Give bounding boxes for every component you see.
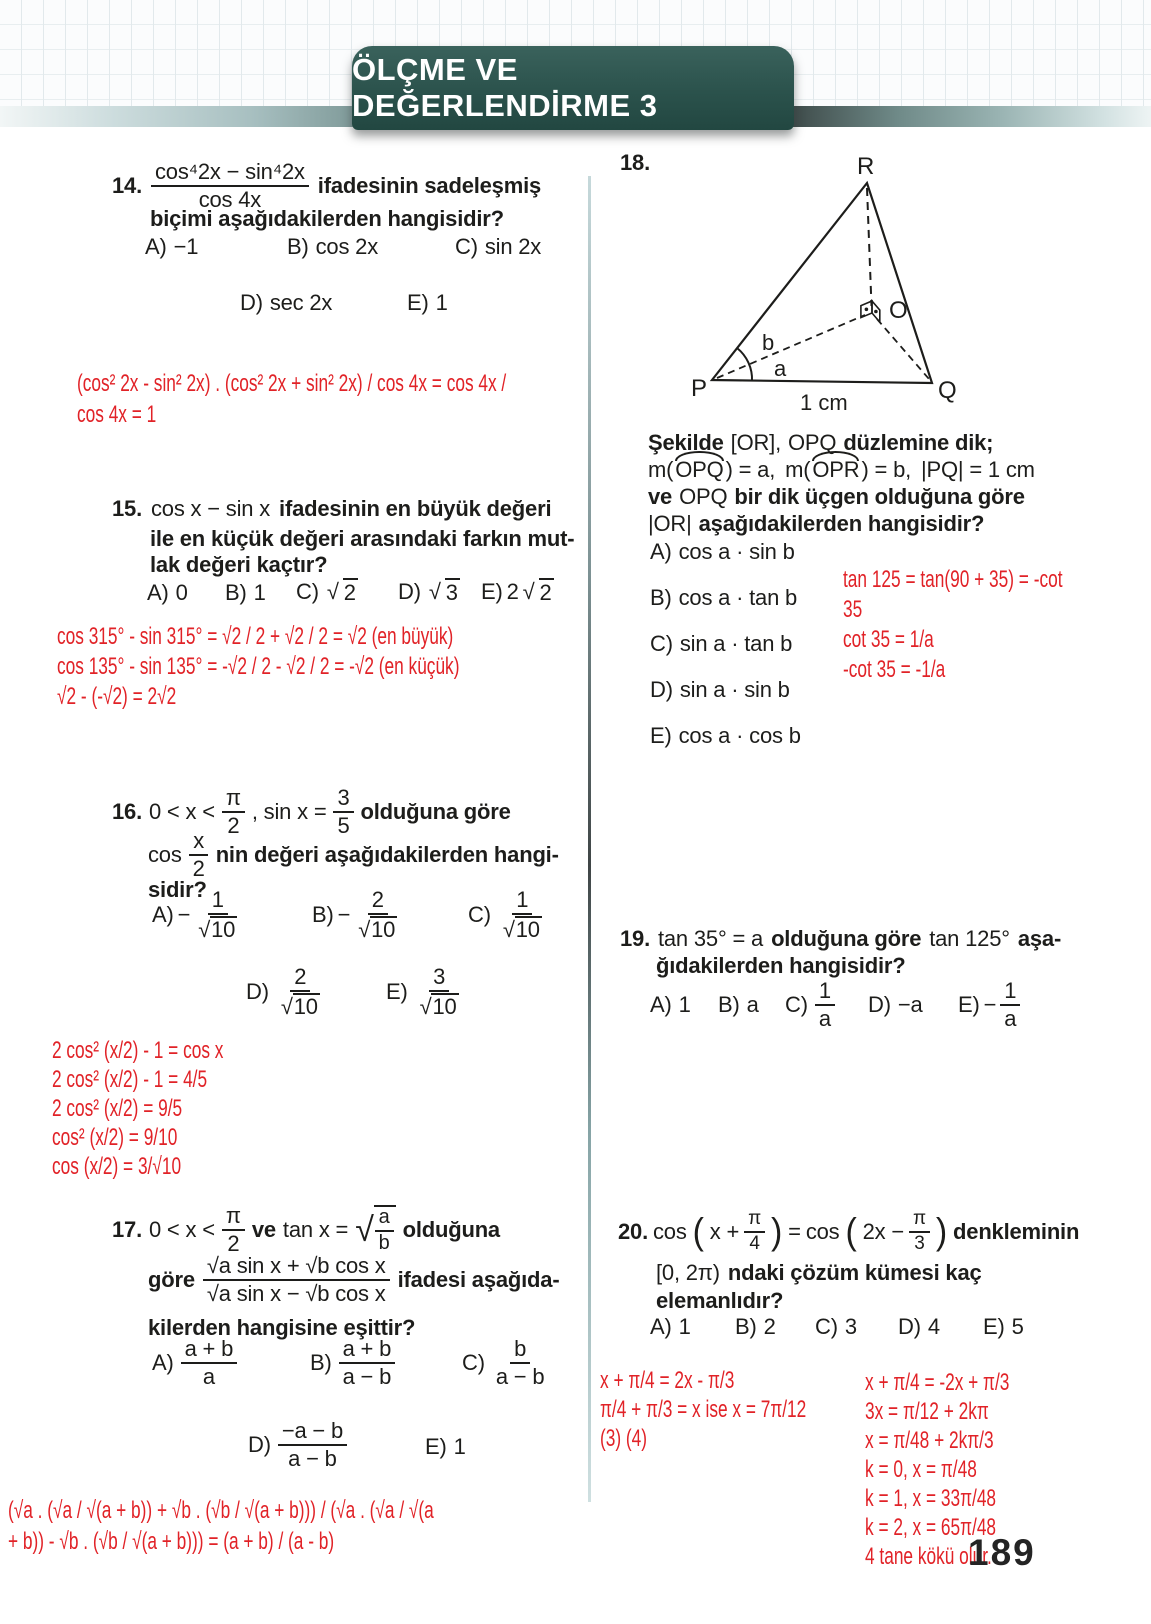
ve-text: ve <box>251 1217 276 1242</box>
option-label: C) <box>468 901 491 927</box>
stem-math: |PQ| = 1 cm <box>921 457 1035 482</box>
option-label: C) <box>455 234 478 259</box>
stem-word: aşa- <box>1017 926 1062 951</box>
q17-option-a <box>152 1337 237 1389</box>
fraction-numerator: cos⁴2x − sin⁴2x <box>151 160 309 187</box>
option-value: 1 <box>678 1314 691 1339</box>
fraction-numerator: a <box>375 1207 394 1232</box>
solution-line: cos 315° - sin 315° = √2 / 2 + √2 / 2 = √2 (en büyük) <box>57 623 454 650</box>
fraction-denominator: 2 <box>227 1231 240 1256</box>
right-angle-dot <box>874 310 878 314</box>
option-label: B) <box>650 585 672 610</box>
option-value: cos a · cos b <box>678 723 801 748</box>
q20-option-d <box>898 1314 940 1340</box>
option-value: 1 <box>253 580 266 605</box>
point-label-o: O <box>889 297 908 324</box>
option-label: E) <box>407 290 429 315</box>
option-label: A) <box>650 1314 672 1339</box>
q17-stem-text-2: ifadesi aşağıda- <box>397 1267 560 1292</box>
fraction-numerator: a + b <box>339 1337 396 1364</box>
q14-fraction <box>151 160 309 212</box>
q15-expression: cos x − sin x <box>150 496 271 521</box>
q18-stem-line-2 <box>648 457 1035 483</box>
fraction-denominator: √a sin x − √b cos x <box>206 1281 386 1306</box>
q16-condition-2: , sin x = <box>251 799 327 824</box>
left-paren: ( <box>692 1210 704 1252</box>
fraction-denominator: 5 <box>337 813 350 838</box>
option-value: 1 <box>453 1434 466 1459</box>
stem-word: bir dik üçgen olduğuna göre <box>734 484 1025 509</box>
option-label: B) <box>312 901 334 927</box>
fraction-denominator <box>416 992 463 1019</box>
option-label: B) <box>718 992 740 1017</box>
option-label: C) <box>785 991 808 1017</box>
fraction-numerator: 2 <box>290 965 310 992</box>
q16-stem-line-2 <box>148 827 559 883</box>
fraction-denominator <box>354 915 401 942</box>
fraction-numerator: π <box>222 786 245 813</box>
fraction-denominator: b <box>378 1232 390 1254</box>
solution-line: x + π/4 = 2x - π/3 <box>600 1367 735 1394</box>
stem-word: ve <box>648 484 673 509</box>
option-label: C) <box>296 579 319 604</box>
option-label: B) <box>287 234 309 259</box>
q16-option-d <box>246 965 324 1019</box>
fraction-numerator: −a − b <box>278 1419 347 1446</box>
q18-option-c <box>650 631 792 657</box>
stem-math: tan 125° <box>929 926 1010 951</box>
option-label: B) <box>225 580 247 605</box>
fraction-numerator: √a sin x + √b cos x <box>203 1254 390 1281</box>
q16-option-e <box>386 965 463 1019</box>
fraction-numerator: π <box>744 1209 765 1233</box>
solution-line: 4 tane kökü olur. <box>865 1543 992 1570</box>
pi-over-3-fraction <box>909 1209 930 1254</box>
q18-triangle-figure <box>655 148 985 413</box>
stem-math: tan 35° = a <box>657 926 764 951</box>
option-value: 0 <box>175 580 188 605</box>
q15-solution <box>57 622 616 712</box>
solution-line: cos (x/2) = 3/√10 <box>52 1153 182 1180</box>
sqrt-icon: √ <box>326 579 339 604</box>
section-header <box>352 46 794 130</box>
q18-option-d <box>650 677 790 703</box>
solution-line: k = 2, x = 65π/48 <box>865 1514 997 1541</box>
option-label: E) <box>386 978 408 1004</box>
right-paren: ) <box>771 1210 783 1252</box>
option-value: 3 <box>844 1314 857 1339</box>
tanx-equals: tan x = <box>282 1217 349 1242</box>
q14-number: 14. <box>112 173 142 198</box>
option-value: −a <box>897 992 923 1017</box>
q16-option-c <box>468 888 546 942</box>
fraction-numerator: π <box>909 1209 930 1233</box>
q19-note-annotation <box>843 565 1148 685</box>
q15-option-e <box>481 578 554 606</box>
option-value: cos 2x <box>315 234 378 259</box>
angle-arc-opq: OPQ <box>675 457 724 482</box>
fraction-numerator: 1 <box>512 888 532 915</box>
solution-line: 2 cos² (x/2) - 1 = cos x <box>52 1037 224 1064</box>
option-sign: − <box>177 901 191 927</box>
option-label: D) <box>398 579 421 604</box>
option-label: E) <box>650 723 672 748</box>
option-label: C) <box>815 1314 838 1339</box>
triangle-pqr <box>712 183 932 383</box>
q16-condition: 0 < x < <box>148 799 215 824</box>
fraction-denominator: a − b <box>342 1363 392 1389</box>
sqrt-icon: √ <box>198 916 211 942</box>
solution-line: 2 cos² (x/2) = 9/5 <box>52 1095 183 1122</box>
gore-text: göre <box>148 1267 195 1292</box>
q15-stem-line-2: ile en küçük değeri arasındaki farkın mut- <box>150 526 575 551</box>
q18-stem-line-3 <box>648 484 1025 510</box>
stem-math: m( <box>785 457 811 482</box>
radicand: 2 <box>539 580 552 605</box>
section-title: ÖLÇME VE DEĞERLENDİRME 3 <box>352 52 658 123</box>
stem-word: ndaki çözüm kümesi kaç <box>727 1260 982 1285</box>
q18-option-b <box>650 585 797 611</box>
solution-line: (cos² 2x - sin² 2x) . (cos² 2x + sin² 2x) / cos 4x = cos 4x / <box>77 370 507 397</box>
cos-text: cos <box>805 1219 840 1244</box>
q19-option-d <box>868 992 923 1018</box>
q15-stem-line-3: lak değeri kaçtır? <box>150 552 328 577</box>
radicand: 10 <box>432 993 457 1019</box>
option-value: cos a · sin b <box>678 539 795 564</box>
equals-sign: = <box>788 1219 801 1244</box>
fraction-denominator <box>194 915 241 942</box>
q15-option-b <box>225 580 266 606</box>
fraction-numerator: a + b <box>181 1337 238 1364</box>
option-value: 1 <box>678 992 691 1017</box>
option-label: E) <box>425 1434 447 1459</box>
sqrt-icon: √ <box>522 579 535 604</box>
fraction-denominator: 2 <box>227 813 240 838</box>
q17-condition: 0 < x < <box>148 1217 215 1242</box>
angle-label-a: a <box>774 356 787 381</box>
sqrt-icon: √ <box>358 916 371 942</box>
stem-word: denkleminin <box>953 1219 1080 1244</box>
solution-line: x + π/4 = -2x + π/3 <box>865 1369 1010 1396</box>
radicand: 10 <box>371 916 396 942</box>
vertex-label-p: P <box>691 375 708 402</box>
option-label: A) <box>650 992 672 1017</box>
q20-option-e <box>983 1314 1024 1340</box>
left-paren: ( <box>845 1210 857 1252</box>
q19-option-c <box>785 979 835 1031</box>
q14-solution <box>77 368 673 430</box>
q15-stem-line-1 <box>112 496 551 522</box>
fraction-denominator: 4 <box>749 1233 760 1254</box>
sqrt-icon: √ <box>419 993 432 1019</box>
stem-math: ) = a, <box>725 457 776 482</box>
option-value: cos a · tan b <box>678 585 798 610</box>
cos-text: cos <box>652 1219 687 1244</box>
option-label: D) <box>898 1314 921 1339</box>
option-label: A) <box>152 901 174 927</box>
q20-option-b <box>735 1314 776 1340</box>
stem-word: olduğuna göre <box>771 926 922 951</box>
fraction-numerator: 3 <box>429 965 449 992</box>
q15-option-d <box>398 578 460 606</box>
vertex-label-r: R <box>857 153 875 180</box>
option-label: C) <box>462 1349 485 1375</box>
fraction-numerator: x <box>189 829 208 856</box>
q17-stem-text: olduğuna <box>402 1217 500 1242</box>
angle-arc-opr: OPR <box>812 457 860 482</box>
q18-number: 18. <box>620 150 650 175</box>
q15-stem-text: ifadesinin en büyük değeri <box>279 496 552 521</box>
option-value: 4 <box>927 1314 940 1339</box>
q19-number: 19. <box>620 926 650 951</box>
solution-line: √2 - (-√2) = 2√2 <box>57 683 177 710</box>
option-label: E) <box>983 1314 1005 1339</box>
q20-number: 20. <box>618 1219 648 1244</box>
option-label: C) <box>650 631 673 656</box>
option-label: D) <box>650 677 673 702</box>
stem-word: aşağıdakilerden hangisidir? <box>698 511 985 536</box>
option-sign: − <box>337 901 351 927</box>
q17-option-d <box>248 1419 347 1471</box>
q16-stem-text-2: nin değeri aşağıdakilerden hangi- <box>215 842 559 867</box>
annotation-line: 35 <box>843 596 863 623</box>
solution-line: cos² (x/2) = 9/10 <box>52 1124 178 1151</box>
annotation-line: cot 35 = 1/a <box>843 626 934 653</box>
q14-option-c <box>455 234 541 260</box>
solution-line: x = π/48 + 2kπ/3 <box>865 1427 994 1454</box>
q19-option-a <box>650 992 691 1018</box>
option-value: a <box>746 992 759 1017</box>
fraction-denominator <box>277 992 324 1019</box>
solution-line: k = 1, x = 33π/48 <box>865 1485 997 1512</box>
solution-line: + b)) - √b . (√b / √(a + b))) = (a + b) / (a - b) <box>8 1528 335 1555</box>
solution-line: cos 4x = 1 <box>77 401 157 428</box>
q16-option-b <box>312 888 401 942</box>
right-angle-dot <box>865 308 869 312</box>
option-label: A) <box>152 1349 174 1375</box>
sqrt-icon: √ <box>502 916 515 942</box>
q20-option-a <box>650 1314 691 1340</box>
q15-option-a <box>147 580 188 606</box>
fraction-denominator: a <box>818 1005 831 1031</box>
solution-line: (3) (4) <box>600 1425 648 1452</box>
option-label: A) <box>650 539 672 564</box>
q17-stem-line-2 <box>148 1248 559 1312</box>
solution-line: (√a . (√a / √(a + b)) + √b . (√b / √(a + b))) / (√a . (√a / √(a <box>8 1497 434 1524</box>
option-value: sin a · tan b <box>679 631 793 656</box>
solution-line: cos 135° - sin 135° = -√2 / 2 - √2 / 2 = -√2 (en küçük) <box>57 653 460 680</box>
q17-option-b <box>310 1337 395 1389</box>
q14-stem-line-2: biçimi aşağıdakilerden hangisidir? <box>150 206 504 231</box>
radicand: 10 <box>293 993 318 1019</box>
option-label: E) <box>958 991 980 1017</box>
stem-math: ) = b, <box>861 457 912 482</box>
fraction-numerator: 1 <box>208 888 228 915</box>
vertex-label-q: Q <box>938 377 957 404</box>
stem-word: düzlemine dik; <box>843 430 994 455</box>
option-label: B) <box>310 1349 332 1375</box>
q19-option-b <box>718 992 759 1018</box>
radicand: 2 <box>343 580 356 605</box>
q18-stem-line-4 <box>648 511 984 537</box>
angle-label-b: b <box>762 330 775 355</box>
pi-over-4-fraction <box>744 1209 765 1254</box>
fraction-denominator: a <box>1004 1005 1017 1031</box>
solution-line: 2 cos² (x/2) - 1 = 4/5 <box>52 1066 208 1093</box>
right-paren: ) <box>935 1210 948 1252</box>
fraction-numerator: 2 <box>368 888 388 915</box>
fraction-denominator <box>499 915 546 942</box>
dashed-segment-ro <box>867 188 872 306</box>
fraction-numerator: 1 <box>815 979 835 1006</box>
sqrt-icon: √ <box>428 579 441 604</box>
q14-option-e <box>407 290 448 316</box>
q19-option-e <box>958 979 1020 1031</box>
interval-text: [0, 2π) <box>656 1260 720 1285</box>
solution-line: k = 0, x = π/48 <box>865 1456 977 1483</box>
option-pre: 2 <box>506 579 519 604</box>
option-label: D) <box>240 290 263 315</box>
annotation-line: tan 125 = tan(90 + 35) = -cot <box>843 566 1063 593</box>
option-label: E) <box>481 579 503 604</box>
option-value: 5 <box>1011 1314 1024 1339</box>
sqrt-icon: √ <box>280 993 293 1019</box>
solution-line: 3x = π/12 + 2kπ <box>865 1398 989 1425</box>
option-label: D) <box>868 992 891 1017</box>
stem-math: OPQ <box>788 430 837 455</box>
q17-stem-line-3: kilerden hangisine eşittir? <box>148 1315 416 1340</box>
cos-text: cos <box>148 842 182 867</box>
fraction-denominator: 3 <box>914 1233 925 1254</box>
stem-math: x + <box>709 1219 740 1244</box>
stem-math: 2x − <box>862 1219 904 1244</box>
radicand: 10 <box>515 916 540 942</box>
q14-option-d <box>240 290 332 316</box>
q18-option-a <box>650 539 795 565</box>
option-label: A) <box>145 234 167 259</box>
q16-stem-text: olduğuna göre <box>360 799 511 824</box>
q20-option-c <box>815 1314 857 1340</box>
length-label-1cm: 1 cm <box>800 390 848 413</box>
stem-math: m( <box>648 457 674 482</box>
q16-solution <box>52 1036 290 1181</box>
q17-option-c <box>462 1337 548 1389</box>
q15-number: 15. <box>112 496 142 521</box>
option-label: B) <box>735 1314 757 1339</box>
fraction-denominator: cos 4x <box>198 187 262 212</box>
q16-number: 16. <box>112 799 142 824</box>
q17-solution <box>8 1495 599 1557</box>
q19-stem-line-2: ğıdakilerden hangisidir? <box>656 953 906 978</box>
q14-stem-text: ifadesinin sadeleşmiş <box>317 173 542 198</box>
fraction-numerator: π <box>222 1204 245 1231</box>
q20-stem-line-3: elemanlıdır? <box>656 1288 784 1313</box>
solution-line: π/4 + π/3 = x ise x = 7π/12 <box>600 1396 807 1423</box>
sqrt-icon: √ <box>355 1210 374 1249</box>
q18-option-e <box>650 723 801 749</box>
fraction-numerator: 1 <box>1000 979 1020 1006</box>
option-value: sin 2x <box>484 234 542 259</box>
fraction-denominator: a − b <box>495 1363 545 1389</box>
q19-stem-line-1 <box>620 926 1061 952</box>
q20-stem-line-1 <box>618 1204 1079 1260</box>
q14-option-b <box>287 234 378 260</box>
stem-word: Şekilde <box>648 430 724 455</box>
option-label: D) <box>246 978 269 1004</box>
option-value: 1 <box>435 290 448 315</box>
fraction-denominator: a − b <box>288 1445 337 1471</box>
option-pre: − <box>983 991 997 1017</box>
q15-option-c <box>296 578 358 606</box>
option-value: −1 <box>173 234 199 259</box>
annotation-line: -cot 35 = -1/a <box>843 656 946 683</box>
fraction-denominator: 2 <box>192 856 205 881</box>
stem-math: OPQ <box>679 484 728 509</box>
q14-option-a <box>145 234 198 260</box>
q16-stem-line-3: sidir? <box>148 877 207 902</box>
q20-solution-left <box>600 1366 887 1453</box>
q17-option-e <box>425 1434 466 1460</box>
option-label: D) <box>248 1431 271 1457</box>
stem-math: [OR], <box>730 430 781 455</box>
q17-big-fraction <box>203 1254 390 1306</box>
page-number: 189 <box>968 1532 1036 1573</box>
option-value: 2 <box>763 1314 776 1339</box>
stem-math: |OR| <box>648 511 692 536</box>
fraction-denominator: a <box>202 1363 215 1389</box>
option-value: sin a · sin b <box>679 677 790 702</box>
fraction-numerator: b <box>510 1337 530 1364</box>
radicand: 10 <box>211 916 236 942</box>
x-over-2-fraction <box>189 829 209 881</box>
option-label: A) <box>147 580 169 605</box>
fraction-numerator: 3 <box>333 786 353 813</box>
q17-number: 17. <box>112 1217 142 1242</box>
q20-stem-line-2 <box>656 1260 982 1286</box>
angle-arc-at-p <box>737 348 752 381</box>
option-value: sec 2x <box>269 290 333 315</box>
radicand: 3 <box>445 580 458 605</box>
q16-option-a <box>152 888 241 942</box>
